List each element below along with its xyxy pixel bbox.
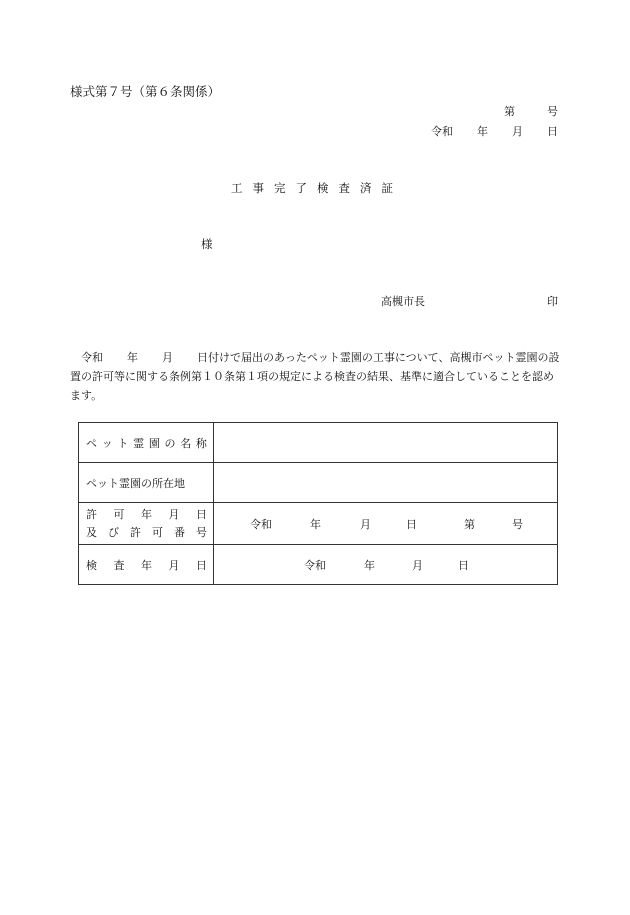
label-char: 園: [148, 436, 160, 450]
inspection-era: 令和: [304, 558, 326, 572]
issue-date-line: [431, 123, 558, 139]
label-char: ペ: [86, 436, 97, 450]
issue-date-month: 月: [512, 125, 523, 138]
label-char: 月: [168, 507, 180, 521]
addressee-suffix: 様: [201, 237, 213, 251]
inspection-day: 日: [458, 558, 469, 572]
table-row-cemetery-location: [79, 463, 558, 503]
issue-date-era: 令和: [431, 125, 453, 138]
issuer-seal: 印: [547, 295, 558, 308]
inspection-month: 月: [412, 558, 423, 572]
label-char: 年: [141, 507, 152, 521]
label-char: 日: [196, 558, 207, 572]
permit-number-prefix: 第: [464, 517, 475, 531]
label-char: ト: [117, 436, 129, 450]
value-permit: [214, 503, 558, 545]
certificate-body: [70, 348, 562, 405]
label-char: 番: [174, 525, 185, 539]
value-cemetery-name: [214, 423, 558, 463]
permit-day: 日: [406, 517, 417, 531]
table-row-cemetery-name: [79, 423, 558, 463]
table-row-permit: [79, 503, 558, 545]
label-cemetery-location-text: ペット霊園の所在地: [86, 476, 185, 490]
document-number-line: [504, 103, 558, 119]
label-char: 号: [196, 525, 207, 539]
permit-number-suffix: 号: [512, 517, 523, 531]
permit-month: 月: [360, 517, 371, 531]
table-row-inspection-date: [79, 545, 558, 585]
label-char: 月: [168, 558, 180, 572]
label-char: 検: [86, 558, 97, 572]
label-permit: [79, 503, 214, 545]
label-char: 名: [180, 436, 192, 450]
value-cemetery-location: [214, 463, 558, 503]
label-char: 称: [195, 436, 207, 450]
label-inspection-date: [79, 545, 214, 585]
issue-date-year: 年: [477, 125, 488, 138]
certificate-details-table: [78, 422, 558, 585]
label-char: 許: [130, 525, 141, 539]
label-cemetery-name: [79, 423, 214, 463]
document-title: 工事完了検査済証: [231, 181, 403, 195]
value-inspection-date: [214, 545, 558, 585]
issue-date-day: 日: [547, 125, 558, 138]
document-number-suffix: 号: [547, 105, 558, 118]
label-char: 査: [113, 558, 125, 572]
label-char: 許: [86, 507, 97, 521]
label-char: 年: [141, 558, 152, 572]
body-year: 年: [127, 351, 138, 364]
body-text: 日付けで届出のあったペット霊園の工事について、高槻市ペット霊園の設置の許可等に関する条例第１０条第１項の規定による検査の結果、基準に適合していることを認めます。: [70, 351, 560, 402]
label-char: び: [108, 525, 119, 539]
label-char: の: [164, 436, 176, 450]
label-char: 及: [86, 525, 97, 539]
document-number-prefix: 第: [504, 105, 515, 118]
form-number-label: 様式第７号（第６条関係）: [70, 84, 221, 99]
body-month: 月: [162, 351, 173, 364]
label-char: 霊: [133, 436, 145, 450]
label-cemetery-location: [79, 463, 214, 503]
permit-year: 年: [310, 517, 321, 531]
label-char: 可: [113, 507, 125, 521]
inspection-year: 年: [364, 558, 375, 572]
issuer-name: 高槻市長: [381, 295, 425, 308]
label-char: 可: [152, 525, 163, 539]
body-era: 令和: [81, 351, 103, 364]
label-char: ッ: [101, 436, 113, 450]
permit-era: 令和: [250, 517, 272, 531]
label-char: 日: [196, 507, 207, 521]
